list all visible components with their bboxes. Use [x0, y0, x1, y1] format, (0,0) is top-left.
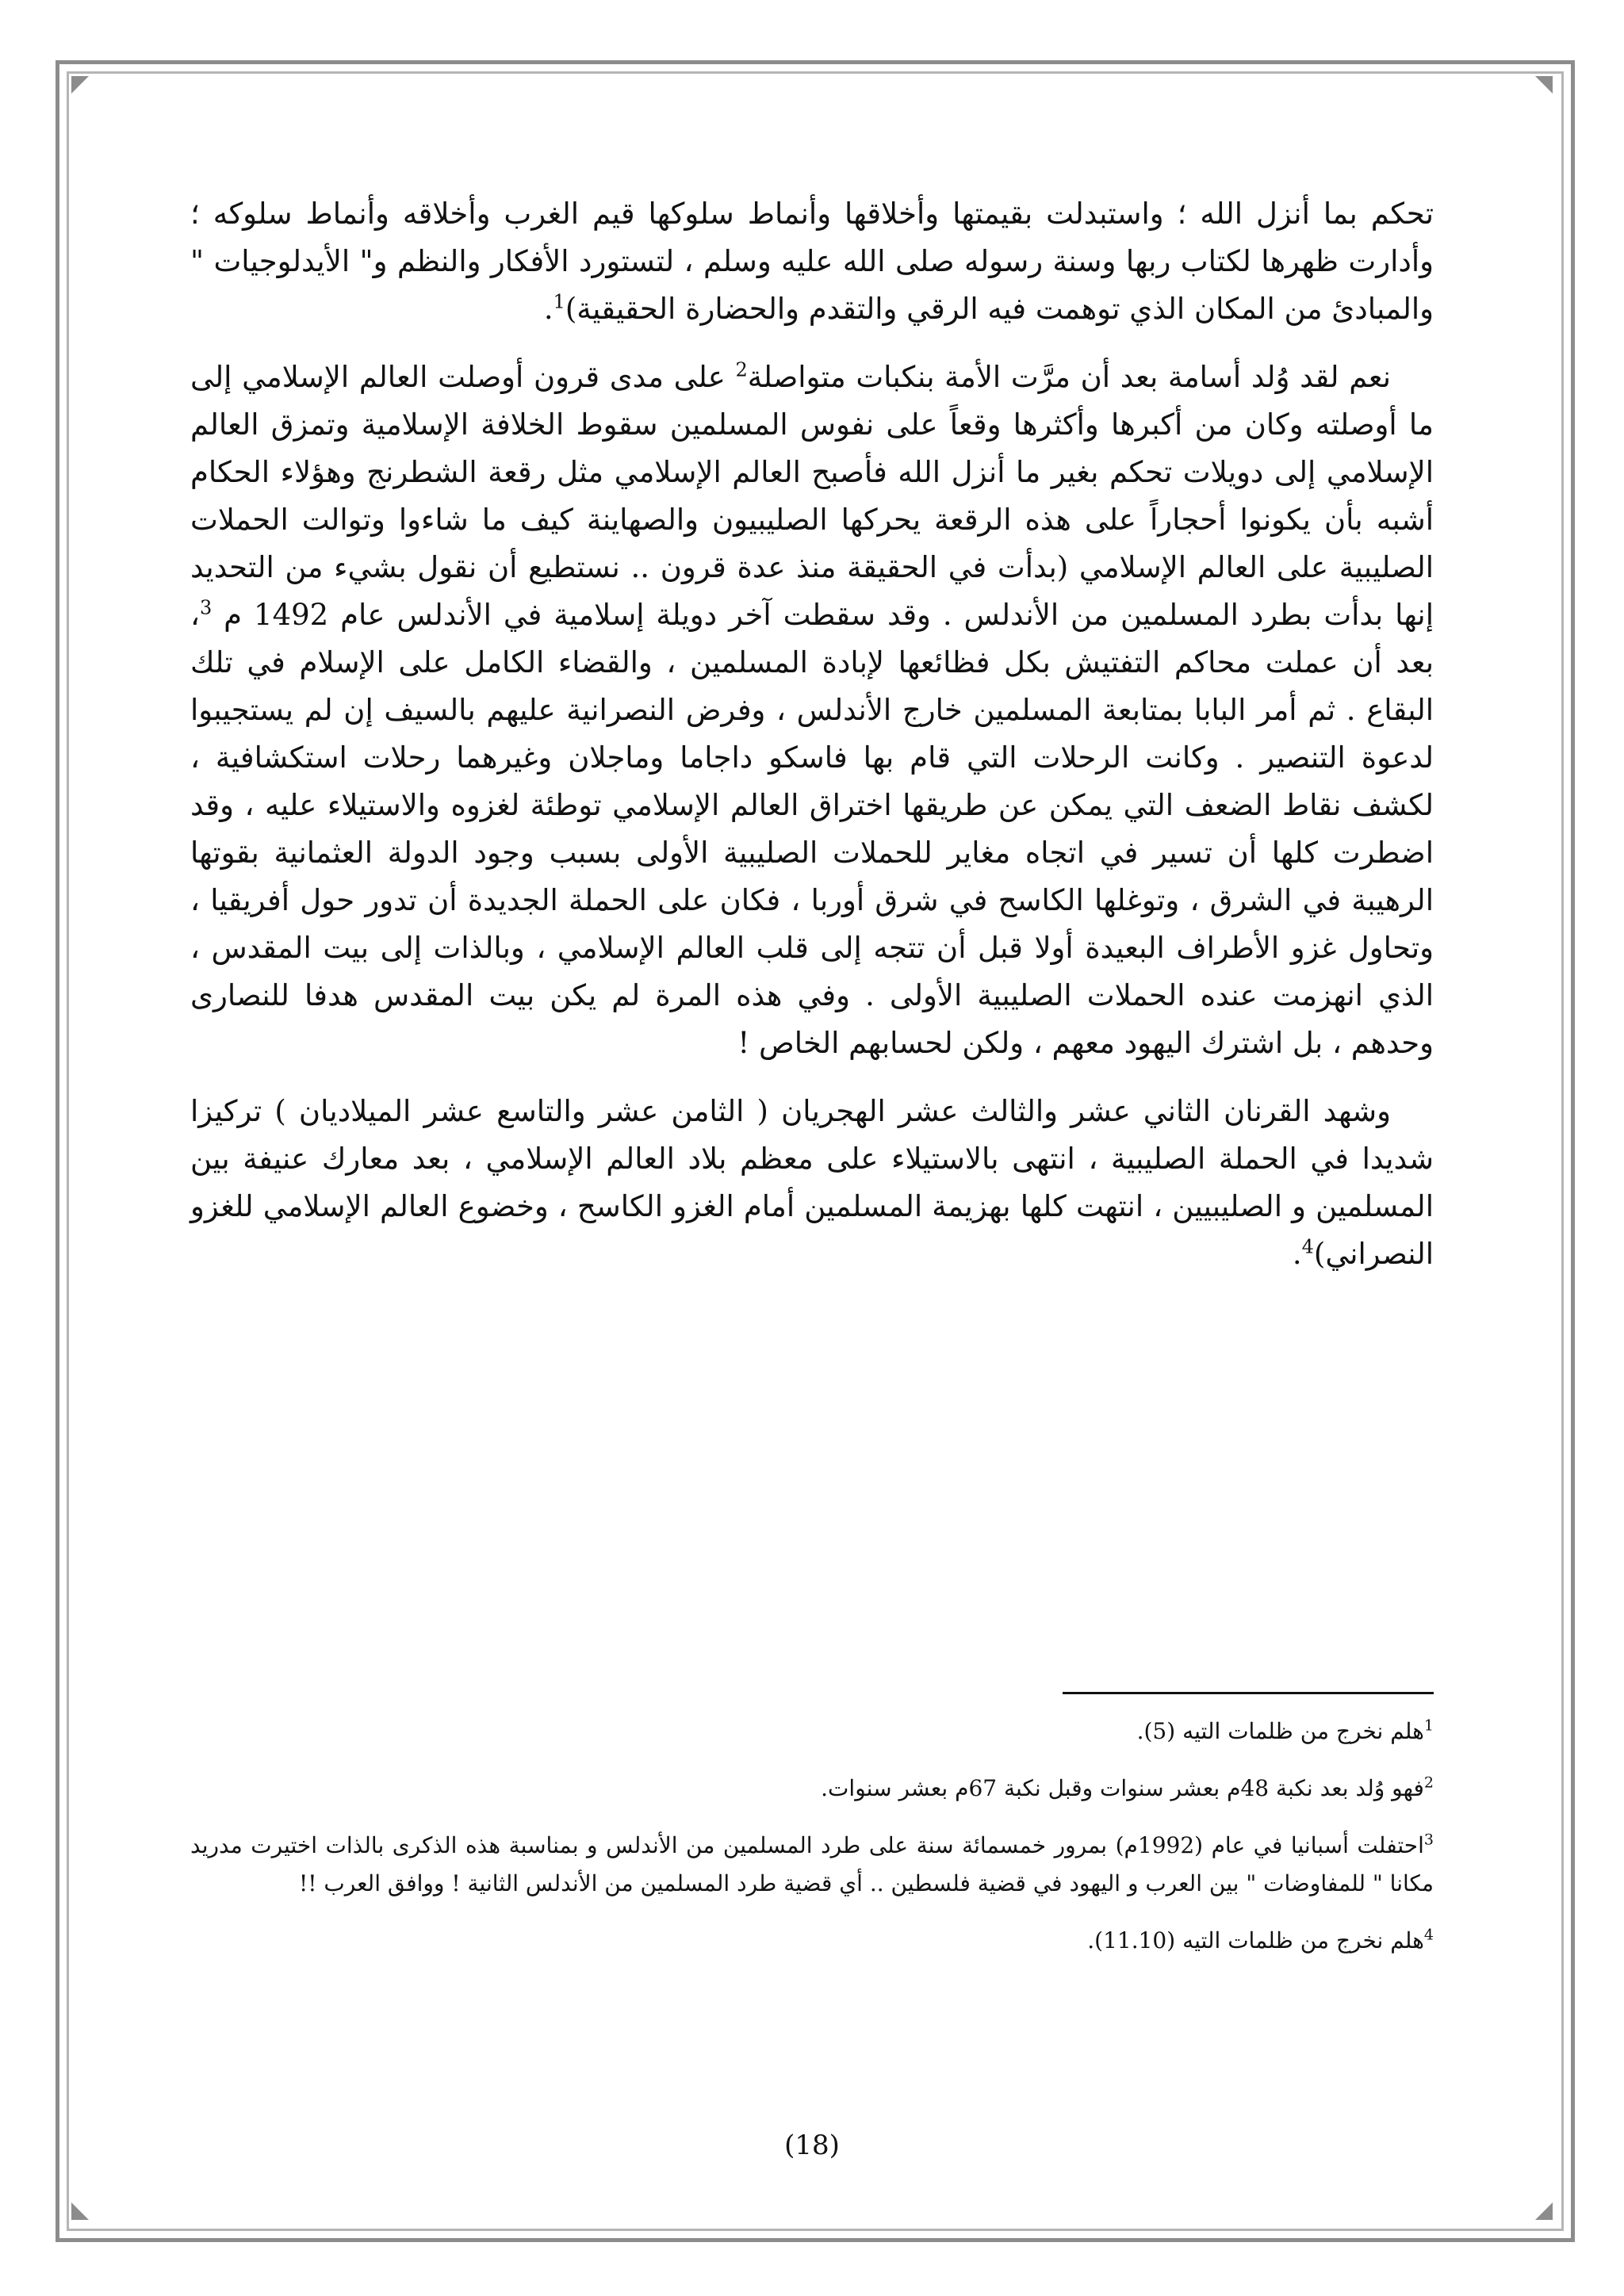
footnote-ref-2: 2	[735, 358, 748, 381]
frame-corner-ornament	[71, 76, 89, 94]
footnote-4: $^4$هلم نخرج من ظلمات التيه (11.10).	[1087, 1926, 1434, 1954]
body-text	[190, 190, 1434, 1299]
footnotes	[190, 1712, 1434, 1979]
footnote-3: $^3$احتفلت أسبانيا في عام (1992م) بمرور خمسمائة سنة على طرد المسلمين من الأندلس و بمناسبة هذه الذكرى بالذات اختيرت مدريد مكانا " للمفاوضات " بين العرب و اليهود في قضية فلسطين .. أي قضية طرد المسلمين من الأندلس الثانية ! ووافق العرب !!	[190, 1831, 1434, 1896]
paragraph-3: وشهد القرنان الثاني عشر والثالث عشر الهجريان ( الثامن عشر والتاسع عشر الميلاديان ) تركيزا شديدا في الحملة الصليبية ، انتهى بالاستيلاء على معظم بلاد العالم الإسلامي ، بعد معارك عنيفة بين المسلمين و الصليبيين ، انتهت كلها بهزيمة المسلمين أمام الغزو الكاسح ، وخضوع العالم الإسلامي للغزو النصراني)$^4$.	[190, 1094, 1434, 1271]
footnote-1: $^1$هلم نخرج من ظلمات التيه (5).	[1136, 1716, 1434, 1744]
frame-corner-ornament	[1535, 76, 1553, 94]
frame-corner-ornament	[71, 2202, 89, 2220]
paragraph-2: نعم لقد وُلد أسامة بعد أن مرَّت الأمة بنكبات متواصلة$^2$ على مدى قرون أوصلت العالم الإسلامي إلى ما أوصلته وكان من أكبرها وأكثرها وقعاً على نفوس المسلمين سقوط الخلافة الإسلامية وتمزق العالم الإسلامي إلى دويلات تحكم بغير ما أنزل الله فأصبح العالم الإسلامي مثل رقعة الشطرنج وهؤلاء الحكام أشبه بأن يكونوا أحجاراً على هذه الرقعة يحركها الصليبيون والصهاينة كيف ما شاءوا وتوالت الحملات الصليبية على العالم الإسلامي (بدأت في الحقيقة منذ عدة قرون .. نستطيع أن نقول بشيء من التحديد إنها بدأت بطرد المسلمين من الأندلس . وقد سقطت آخر دويلة إسلامية في الأندلس عام 1492 م $^3$، بعد أن عملت محاكم التفتيش بكل فظائعها لإبادة المسلمين ، والقضاء الكامل على الإسلام في تلك البقاع . ثم أمر البابا بمتابعة المسلمين خارج الأندلس ، وفرض النصرانية عليهم بالسيف إن لم يستجيبوا لدعوة التنصير . وكانت الرحلات التي قام بها فاسكو داجاما وماجلان وغيرهما رحلات استكشافية ، لكشف نقاط الضعف التي يمكن عن طريقها اختراق العالم الإسلامي توطئة لغزوه والاستيلاء عليه ، وقد اضطرت كلها أن تسير في اتجاه مغاير للحملات الصليبية الأولى بسبب وجود الدولة العثمانية بقوتها الرهيبة في الشرق ، وتوغلها الكاسح في شرق أوربا ، فكان على الحملة الجديدة أن تدور حول أفريقيا ، وتحاول غزو الأطراف البعيدة أولا قبل أن تتجه إلى قلب العالم الإسلامي ، وبالذات إلى بيت المقدس ، الذي انهزمت عنده الحملات الصليبية الأولى . وفي هذه المرة لم يكن بيت المقدس هدفا للنصارى وحدهم ، بل اشترك اليهود معهم ، ولكن لحسابهم الخاص !	[190, 358, 1434, 1060]
footnote-2: $^2$فهو وُلد بعد نكبة 48م بعشر سنوات وقبل نكبة 67م بعشر سنوات.	[821, 1774, 1434, 1801]
paragraph-1: تحكم بما أنزل الله ؛ واستبدلت بقيمتها وأخلاقها وأنماط سلوكها قيم الغرب وأخلاقه وأنماط سلوكه ؛ وأدارت ظهرها لكتاب ربها وسنة رسوله صلى الله عليه وسلم ، لتستورد الأفكار والنظم و" الأيدلوجيات " والمبادئ من المكان الذي توهمت فيه الرقي والتقدم والحضارة الحقيقية)$^1$.	[190, 197, 1434, 326]
page-number: (18)	[784, 2130, 840, 2161]
footnote-ref-4: 4	[1301, 1235, 1314, 1258]
footnote-separator	[1063, 1692, 1434, 1694]
frame-corner-ornament	[1535, 2202, 1553, 2220]
footnote-ref-1: 1	[553, 290, 565, 313]
footnote-ref-3: 3	[199, 596, 213, 619]
